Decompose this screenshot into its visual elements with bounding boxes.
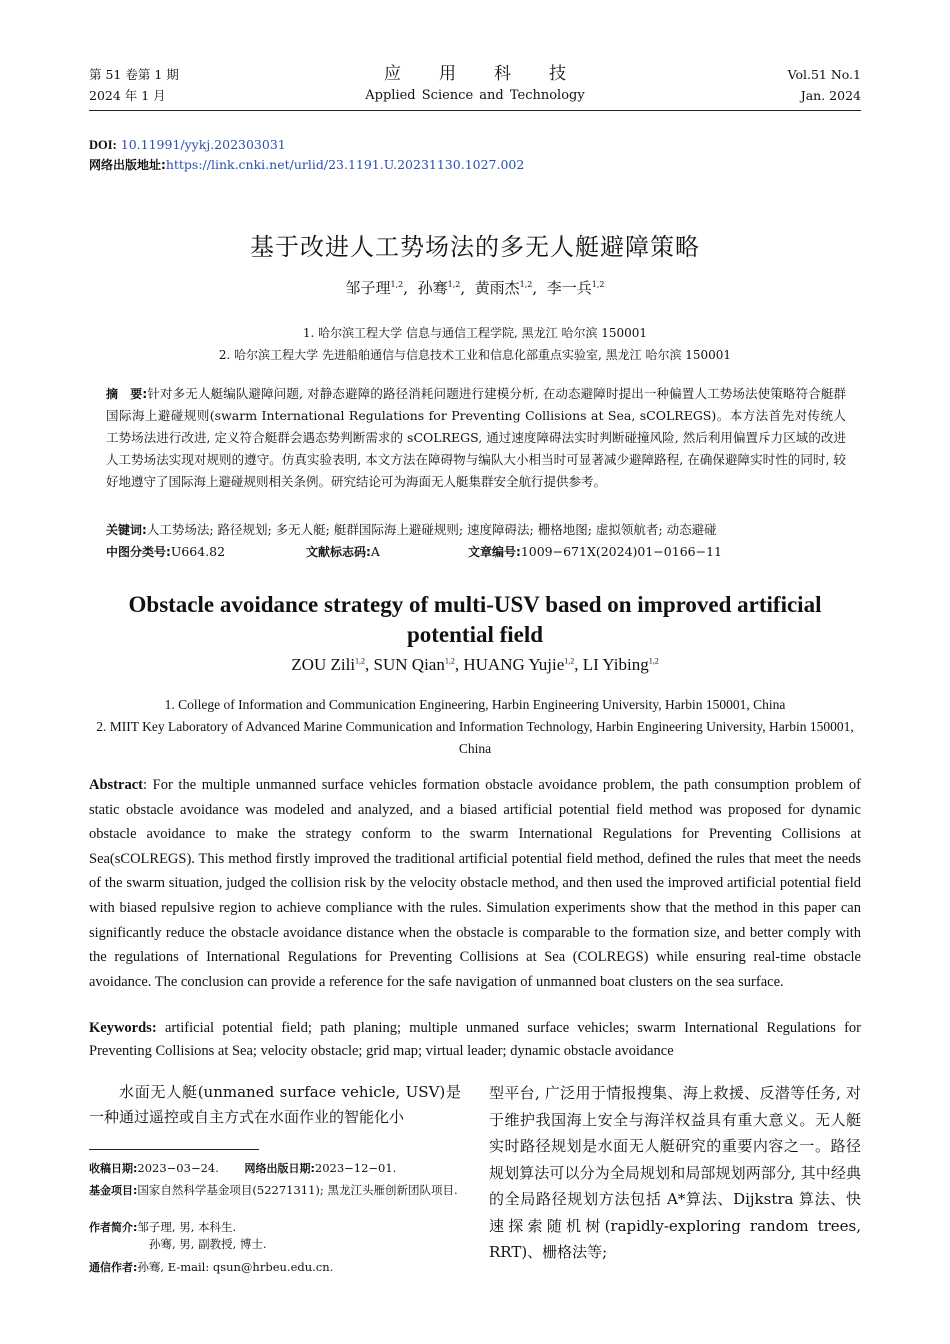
article-value: 1009−671X(2024)01−0166−11 — [520, 544, 722, 559]
affiliations-cn — [0, 322, 950, 366]
volume-issue-cn: 第 51 卷第 1 期 — [89, 67, 179, 82]
author-aff: 1,2 — [447, 280, 461, 289]
affiliations-en — [89, 694, 861, 760]
published-value: 2023−12−01. — [314, 1161, 397, 1175]
author-cn: 孙骞 — [417, 279, 448, 297]
body-column-right: 型平台, 广泛用于情报搜集、海上救援、反潜等任务, 对于维护我国海上安全与海洋权益具有重大意义。无人艇实时路径规划是水面无人艇研究的重要内容之一。路径规划算法可以分为全局规划和局部规划两部分, 其中经典的全局路径规划方法包括 A*算法、Dijkstra 算法、快速探索随机树(rapidly-exploring random trees, RRT)、栅格法等; — [489, 1084, 861, 1261]
title-en — [0, 590, 950, 650]
author-aff: 1,2 — [444, 656, 455, 666]
fund-value: 国家自然科学基金项目(52271311); 黑龙江头雁创新团队项目. — [137, 1183, 458, 1197]
doi-label: DOI: — [89, 138, 117, 152]
bio-label: 作者简介: — [89, 1221, 138, 1234]
published-label: 网络出版日期: — [244, 1162, 315, 1175]
affiliation-en: 1. College of Information and Communication Engineering, Harbin Engineering University, Harbin 150001, China — [164, 697, 786, 712]
header-right — [788, 64, 861, 106]
keywords-cn-label: 关键词: — [106, 523, 147, 537]
received-label: 收稿日期: — [89, 1162, 138, 1175]
affiliation-cn: 2. 哈尔滨工程大学 先进船舶通信与信息技术工业和信息化部重点实验室, 黑龙江 哈尔滨 150001 — [218, 348, 732, 362]
doi-line — [89, 135, 524, 155]
abstract-cn-label: 摘 要: — [106, 387, 148, 401]
footnote-fund — [89, 1182, 461, 1199]
corr-label: 通信作者: — [89, 1261, 138, 1274]
keywords-cn — [106, 519, 846, 541]
abstract-en-label: Abstract — [89, 777, 143, 793]
journal-name-en: Applied Science and Technology — [365, 88, 585, 103]
author-aff: 1,2 — [564, 656, 575, 666]
author-aff: 1,2 — [355, 656, 366, 666]
bio-line1: 邹子理, 男, 本科生. — [137, 1220, 237, 1234]
author-cn: 李一兵 — [546, 279, 592, 297]
author-aff: 1,2 — [591, 280, 605, 289]
keywords-en — [89, 1017, 861, 1063]
date-en: Jan. 2024 — [800, 88, 861, 103]
author-en: LI Yibing — [582, 655, 649, 674]
clc-value: U664.82 — [170, 544, 226, 559]
corr-value: 孙骞, E-mail: qsun@hrbeu.edu.cn. — [137, 1260, 334, 1274]
title-cn: 基于改进人工势场法的多无人艇避障策略 — [250, 233, 700, 261]
abstract-cn-text: 针对多无人艇编队避障问题, 对静态避障的路径消耗问题进行建模分析, 在动态避障时提出一种偏置人工势场法使策略符合艇群国际海上避碰规则(swarm International Regulations for Preventing Collisions at Sea, sCOLREGS)。本方法首先对传统人工势场法进行改进, 定义符合艇群会遇态势判断需求的 sCOLREGS, 通过速度障碍法实时判断碰撞风险, 然后利用偏置斥力区域的改进人工势场法实现对规则的遵守。仿真实验表明, 本文方法在障碍物与编队大小相当时可显著减少避障路程, 在确保避障实时性的同时, 较好地遵守了国际海上避碰规则相关条例。研究结论可为海面无人艇集群安全航行提供参考。 — [106, 386, 846, 489]
fund-label: 基金项目: — [89, 1184, 138, 1197]
doc-value: A — [370, 544, 380, 559]
title-en-text: Obstacle avoidance strategy of multi-USV based on improved artificial potential field — [128, 592, 822, 647]
keywords-cn-text: 人工势场法; 路径规划; 多无人艇; 艇群国际海上避碰规则; 速度障碍法; 栅格地图; 虚拟领航者; 动态避碰 — [146, 522, 717, 537]
online-url-link[interactable]: https://link.cnki.net/urlid/23.1191.U.20231130.1027.002 — [165, 157, 525, 172]
body-column-left: 水面无人艇(unmaned surface vehicle, USV)是一种通过遥控或自主方式在水面作业的智能化小 — [89, 1083, 461, 1126]
received-value: 2023−03−24. — [137, 1161, 219, 1175]
author-cn: 邹子理 — [345, 279, 391, 297]
author-en: ZOU Zili — [291, 655, 356, 674]
author-aff: 1,2 — [648, 656, 659, 666]
article-label: 文章编号: — [468, 545, 521, 559]
authors-en: ZOU Zili$^{1,2}$, SUN Qian$^{1,2}$, HUANG Yujie$^{1,2}$, LI Yibing$^{1,2}$ — [291, 655, 659, 674]
abstract-en — [89, 773, 861, 994]
volume-issue-en: Vol.51 No.1 — [787, 67, 861, 82]
footnote-corresponding — [89, 1259, 461, 1276]
bio-line2: 孙骞, 男, 副教授, 博士. — [149, 1237, 267, 1251]
article-meta — [89, 135, 524, 175]
author-aff: 1,2 — [390, 280, 404, 289]
header-rule — [89, 110, 861, 111]
doc-label: 文献标志码: — [306, 545, 371, 559]
date-cn: 2024 年 1 月 — [89, 88, 166, 103]
author-en: HUANG Yujie — [463, 655, 565, 674]
doi-link[interactable]: 10.11991/yykj.202303031 — [120, 137, 286, 152]
author-en: SUN Qian — [373, 655, 445, 674]
keywords-en-label: Keywords: — [89, 1020, 157, 1036]
author-cn: 黄雨杰 — [474, 279, 520, 297]
footnote-rule — [89, 1149, 259, 1150]
online-line — [89, 155, 524, 175]
affiliation-cn: 1. 哈尔滨工程大学 信息与通信工程学院, 黑龙江 哈尔滨 150001 — [302, 326, 648, 340]
clc-label: 中图分类号: — [106, 545, 171, 559]
author-aff: 1,2 — [519, 280, 533, 289]
abstract-en-text: : For the multiple unmanned surface vehicles formation obstacle avoidance problem, the path consumption problem of static obstacle avoidance was modeled and analyzed, and a biased artificial potential field method was proposed for dynamic obstacle avoidance to make the strategy conform to the swarm International Regulations for Preventing Collisions at Sea(sCOLREGS). This method firstly improved the traditional artificial potential field method, defined the rules that meet the needs of the swarm situation, judged the collision risk by the velocity obstacle method, and then used the improved artificial potential field with biased repulsive region to achieve compliance with the rules. Simulation experiments show that the method in this paper can significantly reduce the obstacle avoidance distance when the obstacle is comparable to the formation size, and better comply with the regulations of International Regulations for Preventing Collisions at Sea (COLREGS) while ensuring real-time obstacle avoidance. The conclusion can provide a reference for the safe navigation of unmanned boat clusters on the sea surface. — [89, 777, 861, 990]
abstract-cn — [106, 383, 846, 493]
article-number — [468, 541, 722, 563]
footnote-dates — [89, 1160, 461, 1177]
journal-name-cn: 应用科技 — [384, 64, 604, 84]
doc-code — [306, 541, 380, 563]
clc-code — [106, 541, 225, 563]
bio-line — [89, 1219, 461, 1236]
online-label: 网络出版地址: — [89, 158, 166, 172]
footnote-bio — [89, 1219, 461, 1253]
keywords-en-text: artificial potential field; path planing; multiple unmaned surface vehicles; swarm International Regulations for Preventing Collisions at Sea; velocity obstacle; grid map; virtual leader; dynamic obstacle avoidance — [89, 1020, 861, 1059]
affiliation-en: 2. MIIT Key Laboratory of Advanced Marine Communication and Information Technology, Harbin Engineering University, Harbin 150001, China — [96, 719, 854, 756]
authors-cn: 邹子理$^{1,2}$, 孙骞$^{1,2}$, 黄雨杰$^{1,2}$, 李一兵$^{1,2}$ — [345, 279, 605, 297]
